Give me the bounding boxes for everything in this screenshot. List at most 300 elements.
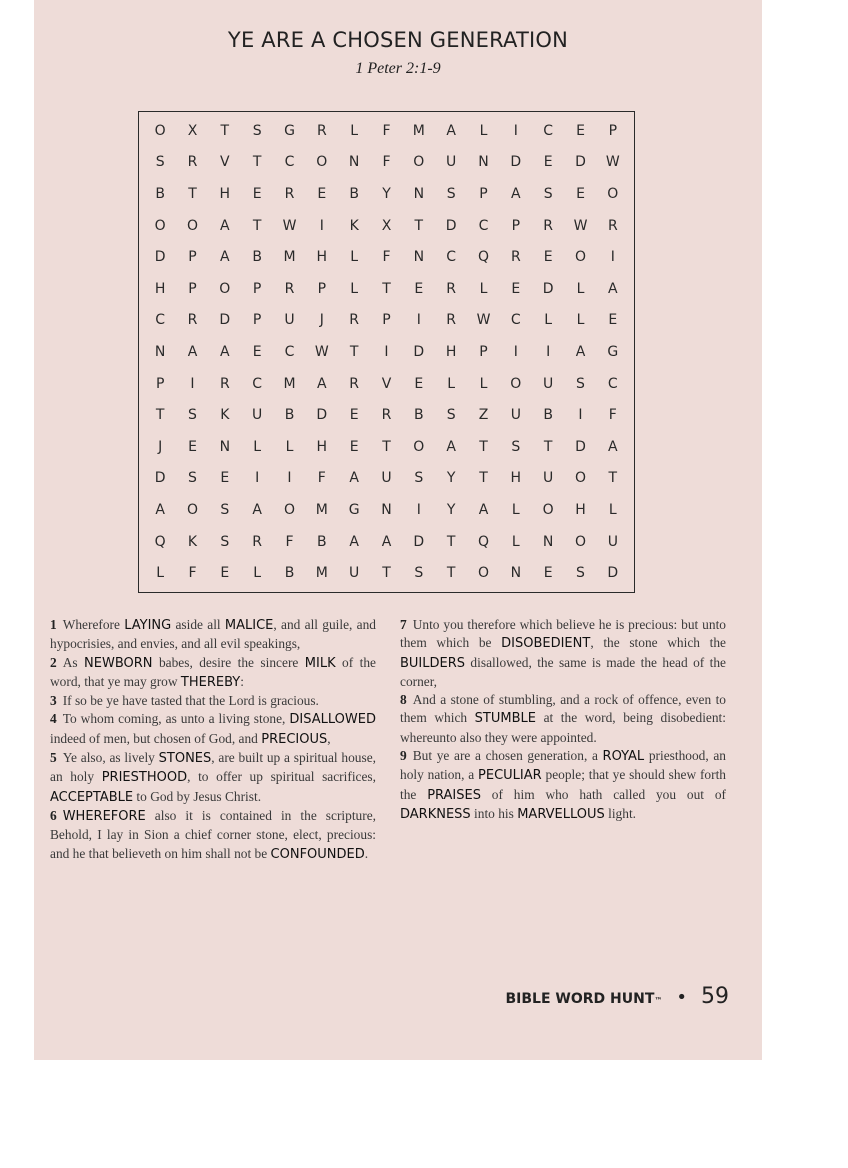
grid-letter: R: [187, 312, 198, 329]
footer-brand: BIBLE WORD HUNT: [505, 991, 655, 1007]
grid-letter: A: [155, 501, 165, 518]
grid-letter: I: [578, 407, 583, 424]
verse-text: .: [364, 845, 369, 861]
grid-letter: E: [543, 565, 553, 582]
grid-letter: D: [445, 217, 457, 234]
grid-letter: V: [220, 154, 230, 171]
grid-letter: D: [413, 533, 425, 550]
grid-letter: O: [413, 438, 425, 455]
grid-letter: I: [319, 217, 324, 234]
word-search-grid: [138, 111, 635, 593]
verse-text: at the word, being disobedient: whereunto also they were appointed.: [400, 710, 726, 745]
grid-letter: R: [349, 312, 360, 329]
verse-number: 6: [50, 807, 57, 823]
grid-letter: O: [154, 217, 166, 234]
grid-letter: O: [316, 154, 328, 171]
grid-letter: L: [350, 280, 359, 297]
grid-letter: E: [543, 154, 553, 171]
grid-letter: E: [252, 343, 262, 360]
verse: [50, 692, 376, 710]
grid-letter: I: [546, 343, 551, 360]
grid-letter: N: [154, 343, 166, 360]
grid-letter: A: [608, 438, 618, 455]
grid-letter: D: [413, 343, 425, 360]
grid-letter: T: [543, 438, 553, 455]
grid-letter: U: [607, 533, 618, 550]
grid-letter: I: [416, 501, 421, 518]
grid-letter: C: [446, 249, 457, 266]
grid-letter: P: [382, 312, 391, 329]
verse-number: 5: [50, 750, 57, 766]
grid-letter: C: [543, 122, 554, 139]
keyword: PRIESTHOOD: [101, 770, 188, 786]
grid-letter: A: [187, 343, 198, 360]
grid-letter: B: [414, 407, 424, 424]
grid-letter: K: [187, 533, 198, 550]
keyword: PRAISES: [427, 787, 481, 803]
grid-letter: D: [607, 565, 619, 582]
grid-letter: E: [576, 122, 585, 139]
grid-letter: T: [382, 438, 391, 455]
grid-letter: O: [186, 501, 198, 518]
page-footer: [489, 984, 729, 1020]
grid-letter: T: [155, 407, 165, 424]
grid-letter: L: [511, 533, 520, 550]
grid-letter: T: [382, 280, 391, 297]
grid-letter: P: [155, 375, 165, 392]
grid-letter: E: [317, 185, 327, 202]
verse-text: , the stone which the: [590, 635, 727, 651]
grid-letter: O: [574, 533, 586, 550]
grid-letter: H: [445, 343, 457, 360]
grid-letter: Z: [478, 407, 489, 424]
grid-letter: L: [253, 565, 262, 582]
grid-letter: E: [252, 185, 262, 202]
grid-letter: T: [252, 154, 262, 171]
grid-letter: L: [544, 312, 553, 329]
keyword: MILK: [304, 655, 336, 671]
grid-letter: T: [382, 565, 391, 582]
grid-letter: T: [252, 217, 262, 234]
verse-text: aside all: [171, 617, 225, 632]
grid-letter: Y: [446, 470, 456, 487]
grid-letter: B: [543, 407, 553, 424]
grid-letter: S: [576, 375, 585, 392]
grid-letter: O: [542, 501, 554, 518]
grid-letter: F: [382, 249, 391, 266]
grid-letter: S: [446, 185, 456, 202]
grid-letter: P: [188, 249, 197, 266]
grid-letter: T: [608, 470, 618, 487]
verse-text: of the word, that ye may grow: [50, 654, 376, 689]
grid-letter: W: [573, 217, 588, 234]
grid-letter: N: [219, 438, 231, 455]
grid-letter: A: [608, 280, 618, 297]
grid-letter: Q: [477, 533, 489, 550]
grid-letter: N: [413, 249, 425, 266]
grid-letter: S: [543, 185, 553, 202]
grid-letter: A: [220, 249, 230, 266]
grid-letter: I: [287, 470, 292, 487]
grid-letter: Q: [477, 249, 489, 266]
grid-letter: E: [188, 438, 197, 455]
grid-letter: D: [542, 280, 554, 297]
verse-text: , and all guile, and hypocrisies, and envies, and all evil speakings,: [50, 617, 376, 652]
verse: [50, 654, 376, 693]
grid-letter: L: [479, 375, 488, 392]
grid-letter: P: [479, 343, 488, 360]
grid-letter: A: [446, 438, 456, 455]
grid-letter: H: [510, 470, 522, 487]
grid-letter: P: [252, 312, 262, 329]
keyword: THEREBY: [180, 674, 241, 690]
keyword: MALICE: [224, 618, 274, 633]
grid-letter: R: [381, 407, 392, 424]
grid-letter: B: [284, 407, 295, 424]
grid-letter: F: [382, 154, 391, 171]
grid-letter: B: [284, 565, 295, 582]
grid-letter: L: [350, 122, 359, 139]
grid-letter: G: [348, 501, 360, 518]
verse-text: also it is contained in the scripture, Behold, I lay in Sion a chief corner stone, elect, precious: and he that believeth on him shall not be: [50, 807, 376, 861]
verse-text: people; that ye should shew forth the: [400, 767, 726, 802]
verse-text: Unto you therefore which believe he is precious: but unto them which be: [400, 617, 726, 651]
grid-letter: R: [284, 185, 295, 202]
keyword: ACCEPTABLE: [50, 789, 134, 805]
grid-letter: P: [511, 217, 521, 234]
verse-text: of him who hath called you out of: [480, 786, 726, 802]
verse: [400, 616, 726, 691]
grid-letter: S: [155, 154, 165, 171]
verse-text: priesthood, an holy nation, a: [400, 748, 726, 783]
grid-letter: C: [510, 312, 521, 329]
grid-letter: C: [607, 375, 618, 392]
grid-letter: H: [316, 438, 328, 455]
keyword: STUMBLE: [474, 711, 536, 727]
grid-letter: A: [575, 343, 586, 360]
grid-letter: A: [381, 533, 392, 550]
grid-letter: S: [220, 501, 230, 518]
grid-letter: N: [510, 565, 522, 582]
grid-letter: S: [188, 407, 197, 424]
grid-letter: A: [511, 185, 521, 202]
grid-letter: U: [543, 375, 554, 392]
grid-letter: C: [155, 312, 166, 329]
keyword: LAYING: [124, 618, 172, 633]
grid-letter: E: [543, 249, 553, 266]
verse-number: 8: [400, 692, 407, 708]
grid-letter: E: [220, 470, 230, 487]
verse-text: But ye are a chosen generation, a: [412, 748, 603, 764]
grid-letter: W: [605, 154, 620, 171]
grid-letter: R: [219, 375, 230, 392]
verse-text: Wherefore: [62, 617, 125, 632]
verse-number: 3: [50, 693, 57, 709]
grid-letter: A: [317, 375, 327, 392]
grid-letter: X: [187, 122, 198, 139]
verse-text: , to offer up spiritual sacrifices,: [187, 769, 376, 785]
grid-letter: I: [610, 249, 615, 266]
verse-text: babes, desire the sincere: [152, 654, 305, 670]
grid-letter: L: [511, 501, 520, 518]
grid-letter: R: [446, 312, 457, 329]
grid-letter: L: [479, 280, 488, 297]
grid-letter: N: [542, 533, 554, 550]
grid-letter: P: [252, 280, 262, 297]
grid-letter: E: [414, 375, 424, 392]
grid-letter: G: [284, 122, 295, 139]
grid-letter: C: [478, 217, 489, 234]
verse-number: 1: [50, 617, 57, 632]
grid-letter: P: [317, 280, 327, 297]
grid-letter: G: [607, 343, 619, 360]
grid-letter: D: [575, 154, 586, 171]
grid-letter: W: [282, 217, 297, 234]
grid-letter: L: [447, 375, 456, 392]
grid-letter: E: [220, 565, 230, 582]
grid-letter: N: [348, 154, 360, 171]
grid-letter: O: [510, 375, 522, 392]
grid-letter: T: [349, 343, 359, 360]
grid-letter: T: [446, 533, 456, 550]
grid-letter: B: [252, 249, 262, 266]
grid-letter: Q: [154, 533, 166, 550]
grid-letter: R: [510, 249, 521, 266]
grid-letter: D: [219, 312, 231, 329]
grid-letter: C: [252, 375, 263, 392]
grid-letter: T: [188, 185, 197, 202]
puzzle-title: YE ARE A CHOSEN GENERATION: [227, 28, 569, 52]
grid-letter: A: [220, 217, 230, 234]
grid-letter: E: [608, 312, 618, 329]
page-number: 59: [701, 984, 729, 1009]
grid-letter: J: [158, 438, 163, 455]
keyword: WHEREFORE: [62, 808, 146, 824]
grid-letter: I: [513, 122, 518, 139]
grid-letter: B: [317, 533, 327, 550]
grid-letter: O: [219, 280, 231, 297]
grid-letter: S: [252, 122, 262, 139]
verse-text: light.: [604, 805, 637, 821]
verse-text: to God by Jesus Christ.: [133, 788, 262, 804]
verse: [400, 691, 726, 747]
grid-letter: U: [284, 312, 295, 329]
grid-letter: B: [349, 185, 359, 202]
grid-letter: U: [349, 565, 360, 582]
grid-letter: L: [608, 501, 617, 518]
grid-letter: A: [446, 122, 456, 139]
grid-letter: S: [576, 565, 585, 582]
grid-letter: N: [381, 501, 392, 518]
grid-letter: C: [284, 154, 295, 171]
grid-letter: M: [283, 249, 296, 266]
grid-letter: L: [576, 280, 585, 297]
verse-text: And a stone of stumbling, and a rock of offence, even to them which: [400, 692, 726, 726]
keyword: DARKNESS: [400, 806, 471, 822]
trademark-symbol: ™: [654, 996, 663, 1005]
grid-letter: Y: [446, 501, 456, 518]
grid-letter: Y: [382, 185, 391, 202]
grid-letter: H: [575, 501, 586, 518]
grid-letter: D: [154, 249, 166, 266]
grid-letter: T: [479, 438, 488, 455]
grid-letter: M: [412, 122, 425, 139]
grid-letter: R: [607, 217, 618, 234]
grid-letter: P: [608, 122, 618, 139]
grid-letter: U: [381, 470, 392, 487]
grid-letter: I: [416, 312, 421, 329]
grid-letter: O: [574, 470, 586, 487]
grid-letter: T: [414, 217, 424, 234]
grid-letter: N: [478, 154, 489, 171]
grid-letter: I: [190, 375, 195, 392]
grid-letter: U: [510, 407, 521, 424]
grid-letter: L: [253, 438, 262, 455]
grid-letter: N: [413, 185, 425, 202]
grid-letter: M: [283, 375, 296, 392]
grid-letter: R: [252, 533, 263, 550]
grid-letter: P: [479, 185, 488, 202]
keyword: CONFOUNDED: [270, 846, 365, 862]
keyword: PRECIOUS: [261, 731, 328, 747]
grid-letter: O: [186, 217, 198, 234]
grid-letter: O: [607, 185, 619, 202]
grid-letter: I: [384, 343, 389, 360]
grid-letter: L: [576, 312, 585, 329]
grid-letter: A: [478, 501, 489, 518]
grid-letter: A: [220, 343, 230, 360]
grid-letter: D: [575, 438, 586, 455]
grid-letter: R: [284, 280, 295, 297]
verse-text: Ye also, as lively: [62, 750, 159, 766]
grid-letter: L: [479, 122, 488, 139]
grid-letter: W: [314, 343, 329, 360]
grid-letter: F: [382, 122, 391, 139]
grid-letter: R: [187, 154, 198, 171]
verse-number: 9: [400, 748, 407, 764]
verse-text: If so be ye have tasted that the Lord is gracious.: [62, 693, 319, 709]
grid-letter: M: [315, 565, 328, 582]
grid-letter: O: [574, 249, 586, 266]
verse-text: , are built up a spiritual house, an holy: [50, 750, 376, 785]
verse: [50, 710, 376, 749]
grid-letter: I: [255, 470, 260, 487]
grid-letter: T: [446, 565, 456, 582]
grid-letter: O: [477, 565, 489, 582]
grid-letter: E: [414, 280, 424, 297]
verses-column-right: [400, 616, 726, 824]
verse-number: 2: [50, 654, 57, 670]
grid-letter: E: [576, 185, 585, 202]
grid-letter: S: [414, 470, 424, 487]
verse-number: 4: [50, 711, 57, 727]
keyword: NEWBORN: [84, 655, 153, 671]
grid-letter: K: [220, 407, 230, 424]
grid-letter: U: [446, 154, 457, 171]
verse-text: As: [62, 654, 85, 670]
grid-letter: T: [479, 470, 488, 487]
grid-letter: L: [285, 438, 294, 455]
grid-letter: O: [283, 501, 295, 518]
grid-letter: U: [252, 407, 263, 424]
grid-letter: F: [317, 470, 326, 487]
grid-letter: O: [154, 122, 166, 139]
verse-text: disallowed, the same is made the head of the corner,: [400, 654, 726, 689]
verse: [50, 616, 376, 654]
grid-letter: T: [220, 122, 230, 139]
grid-letter: F: [608, 407, 617, 424]
grid-letter: A: [349, 470, 359, 487]
keyword: BUILDERS: [400, 655, 466, 671]
verse-text: To whom coming, as unto a living stone,: [62, 711, 290, 727]
grid-letter: M: [315, 501, 328, 518]
keyword: DISALLOWED: [289, 712, 376, 728]
grid-letter: O: [413, 154, 425, 171]
grid-letter: U: [543, 470, 554, 487]
footer-separator: •: [676, 987, 687, 1008]
grid-letter: E: [349, 438, 359, 455]
grid-letter: H: [154, 280, 166, 297]
grid-letter: R: [349, 375, 360, 392]
verse: [50, 807, 376, 864]
verse: [400, 747, 726, 824]
grid-letter: E: [511, 280, 521, 297]
grid-letter: A: [252, 501, 262, 518]
grid-letter: S: [511, 438, 521, 455]
verse-text: indeed of men, but chosen of God, and: [50, 730, 262, 746]
grid-letter: R: [316, 122, 327, 139]
grid-letter: S: [414, 565, 424, 582]
grid-letter: E: [349, 407, 359, 424]
grid-letter: H: [316, 249, 328, 266]
grid-letter: S: [220, 533, 230, 550]
grid-letter: D: [510, 154, 522, 171]
grid-letter: P: [188, 280, 197, 297]
verse-text: ,: [327, 730, 331, 746]
grid-letter: R: [543, 217, 554, 234]
grid-letter: C: [284, 343, 295, 360]
keyword: DISOBEDIENT: [501, 636, 591, 652]
verses-column-left: [50, 616, 376, 864]
grid-letter: L: [156, 565, 165, 582]
grid-letter: W: [476, 312, 491, 329]
grid-letter: D: [154, 470, 166, 487]
grid-letter: A: [349, 533, 359, 550]
grid-letter: B: [155, 185, 165, 202]
verse-number: 7: [400, 617, 407, 632]
grid-letter: F: [285, 533, 294, 550]
grid-letter: S: [188, 470, 197, 487]
verse-text: into his: [470, 805, 518, 821]
grid-letter: X: [381, 217, 392, 234]
grid-letter: S: [446, 407, 456, 424]
grid-letter: K: [349, 217, 359, 234]
grid-letter: V: [381, 375, 392, 392]
verse: [50, 749, 376, 807]
keyword: STONES: [158, 751, 212, 767]
grid-letter: H: [219, 185, 231, 202]
grid-letter: J: [319, 312, 324, 329]
grid-letter: D: [316, 407, 328, 424]
scripture-reference: 1 Peter 2:1-9: [355, 60, 441, 77]
grid-letter: R: [446, 280, 457, 297]
grid-letter: F: [188, 565, 197, 582]
grid-letter: I: [513, 343, 518, 360]
grid-letter: L: [350, 249, 359, 266]
book-page: [34, 0, 762, 1060]
keyword: MARVELLOUS: [517, 806, 605, 822]
keyword: PECULIAR: [478, 768, 542, 784]
